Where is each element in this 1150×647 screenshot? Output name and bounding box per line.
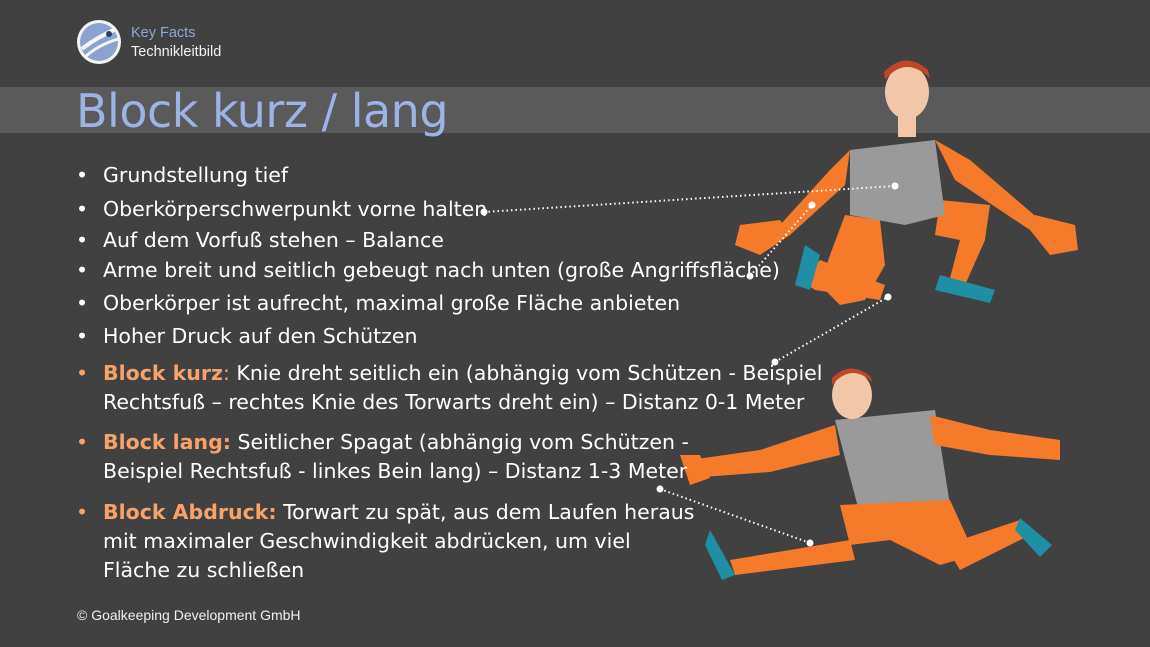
block-lang-label: Block lang: (103, 430, 231, 454)
copyright-footer: © Goalkeeping Development GmbH (77, 607, 301, 623)
brand-line1: Key Facts (131, 25, 196, 41)
slide: Key Facts Technikleitbild Block kurz / lang • Grundstellung tief • Oberkörperschwerpunkt vorne halten • Auf dem Vorfuß stehen – Balance • Arme breit und seitlich gebeugt nach unten (große Angriffsfläche) • Oberkörper ist aufrecht, maximal große Fläche anbieten • Hoher Druck auf den Schützen • Block kurz: Knie dreht seitlich ein (abhängig vom Schützen - Beispiel Rechtsfuß – rechtes Knie des Torwarts dreht ein) – Distanz 0-1 Meter • Block lang: Seitlicher Spagat (abhängig vom Schützen - Beispiel Rechtsfuß - linkes Bein lang) – Distanz 1-3 Meter • Block Abdruck: Torwart zu spät, aus dem Laufen heraus mit maximaler Geschwindigkeit abdrücken, um viel Fläche zu schließen © Goalkeeping Development GmbH (0, 0, 1150, 647)
block-kurz-label: Block kurz (103, 361, 223, 385)
block-abdruck-label: Block Abdruck: (103, 500, 277, 524)
brand-line2: Technikleitbild (131, 44, 222, 60)
page-title: Block kurz / lang (76, 84, 449, 138)
goalkeeper-figure-top (735, 60, 1078, 305)
